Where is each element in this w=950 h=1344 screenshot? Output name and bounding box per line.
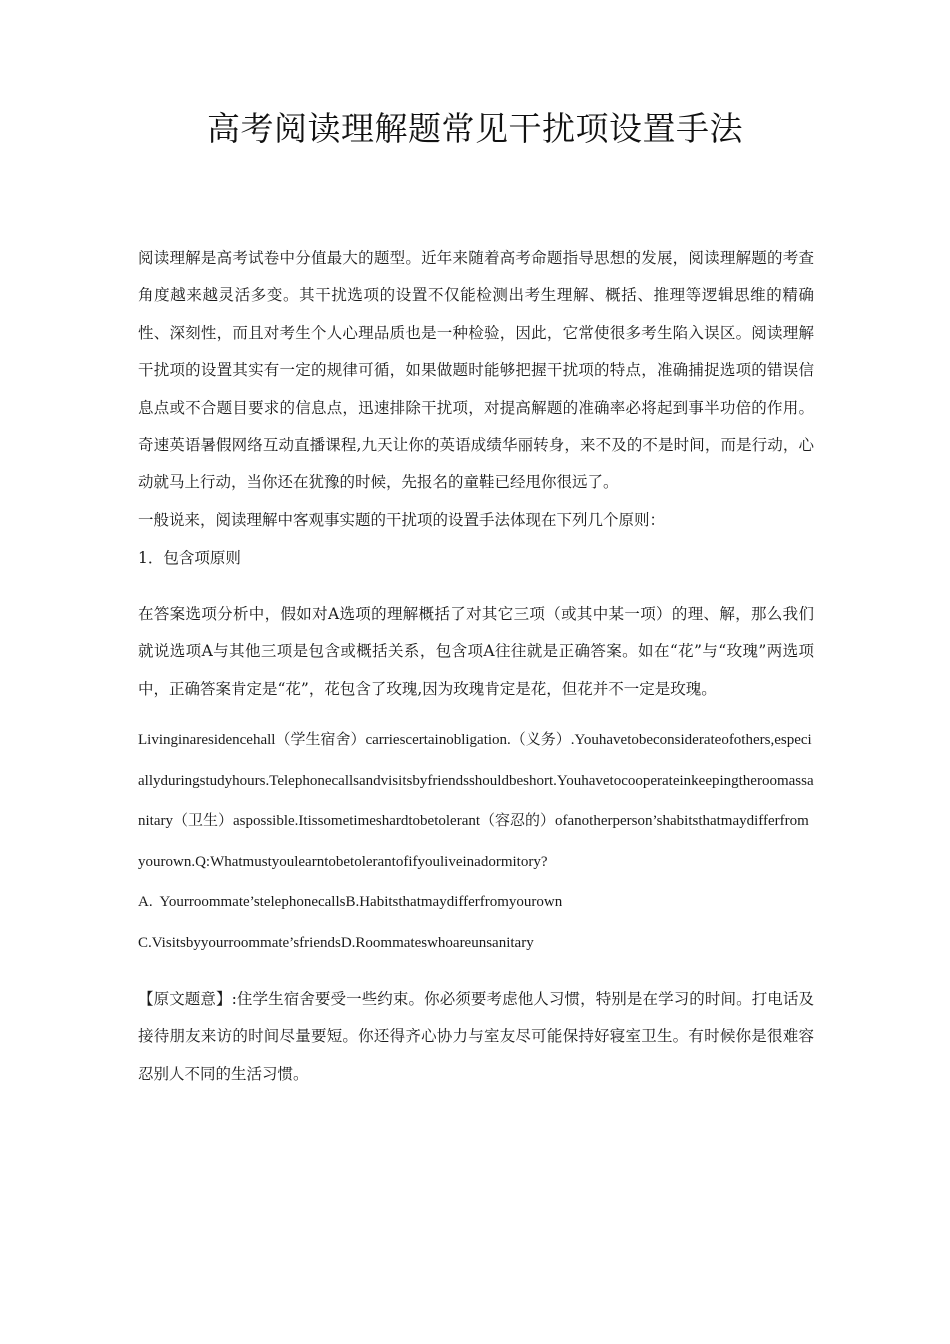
document-body	[138, 240, 814, 1093]
options-line-a-b: A. Yourroommate’stelephonecallsB.Habitsthatmaydifferfromyourown	[138, 894, 563, 911]
document-title: 高考阅读理解题常见干扰项设置手法	[207, 109, 743, 148]
english-passage: Livinginaresidencehall（学生宿舍）carriescertainobligation.（义务）.Youhavetobeconsiderateofothers,especiallyduringstudyhours.Telephonecallsandvisitsbyfriendsshouldbeshort.Youhavetocooperateinkeepingtheroomassanitary（卫生）aspossible.Itissometimeshardtobetolerant（容忍的）ofanotherperson’shabitsthatmaydifferfromyourown.Q:Whatmustyoulearntobetolerantofifyouliveinadormitory?	[138, 732, 814, 870]
translation-paragraph: 【原文题意】:住学生宿舍要受一些约束。你必须要考虑他人习惯，特别是在学习的时间。打电话及接待朋友来访的时间尽量要短。你还得齐心协力与室友尽可能保持好寝室卫生。有时候你是很难容忍别人不同的生活习惯。	[138, 990, 814, 1083]
options-line-c-d: C.Visitsbyyourroommate’sfriendsD.Roommateswhoareunsanitary	[138, 934, 534, 951]
analysis-paragraph: 在答案选项分析中，假如对A选项的理解概括了对其它三项（或其中某一项）的理、解，那么我们就说选项A与其他三项是包含或概括关系，包含项A往往就是正确答案。如在“花”与“玫瑰”两选项中，正确答案肯定是“花”，花包含了玫瑰,因为玫瑰肯定是花，但花并不一定是玫瑰。	[138, 604, 814, 698]
section-heading: 1．包含项原则	[138, 548, 241, 567]
summary-line: 一般说来，阅读理解中客观事实题的干扰项的设置手法体现在下列几个原则：	[138, 510, 666, 529]
intro-paragraph: 阅读理解是高考试卷中分值最大的题型。近年来随着高考命题指导思想的发展，阅读理解题的考查角度越来越灵活多变。其干扰选项的设置不仅能检测出考生理解、概括、推理等逻辑思维的精确性、深刻性，而且对考生个人心理品质也是一种检验，因此，它常使很多考生陷入误区。阅读理解干扰项的设置其实有一定的规律可循，如果做题时能够把握干扰项的特点，准确捕捉选项的错误信息点或不合题目要求的信息点，迅速排除干扰项，对提高解题的准确率必将起到事半功倍的作用。奇速英语暑假网络互动直播课程,九天让你的英语成绩华丽转身，来不及的不是时间，而是行动，心动就马上行动，当你还在犹豫的时候，先报名的童鞋已经甩你很远了。	[138, 249, 814, 492]
